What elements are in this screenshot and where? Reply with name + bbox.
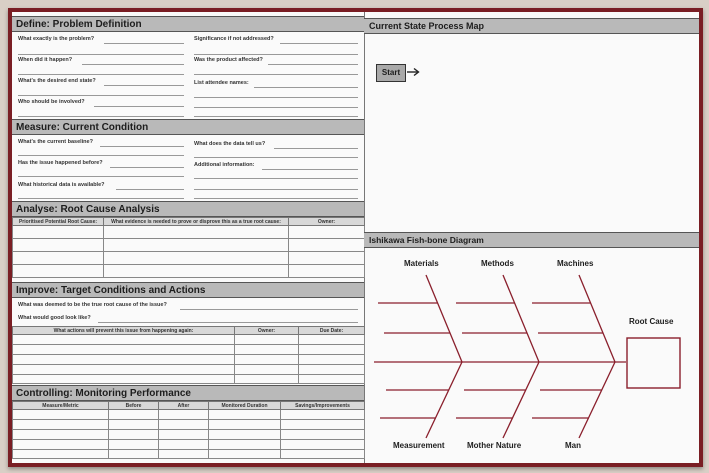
define-line[interactable] xyxy=(194,97,358,98)
control-cell[interactable] xyxy=(209,450,281,459)
define-line[interactable] xyxy=(280,43,358,44)
control-cell[interactable] xyxy=(13,420,109,430)
fishbone-label-mother-nature: Mother Nature xyxy=(467,441,522,450)
improve-cell[interactable] xyxy=(13,345,235,355)
measure-line[interactable] xyxy=(100,146,184,147)
measure-line[interactable] xyxy=(116,189,184,190)
fishbone-label-measurement: Measurement xyxy=(393,441,445,450)
control-cell[interactable] xyxy=(109,440,159,450)
define-q-significance: Significance if not addressed? xyxy=(194,36,274,42)
control-col-after: After xyxy=(159,402,209,410)
improve-cell[interactable] xyxy=(235,335,299,345)
analyse-cell[interactable] xyxy=(104,226,289,239)
define-line[interactable] xyxy=(104,43,184,44)
process-map-area[interactable] xyxy=(364,34,699,232)
control-table xyxy=(12,401,365,459)
improve-q-root-cause: What was deemed to be the true root cause of the issue? xyxy=(18,302,167,308)
improve-table xyxy=(12,326,365,384)
fishbone-label-methods: Methods xyxy=(481,259,514,268)
improve-col-due-date: Due Date: xyxy=(299,327,365,335)
right-column xyxy=(364,12,699,463)
improve-cell[interactable] xyxy=(235,375,299,384)
measure-q-historical: What historical data is available? xyxy=(18,182,105,188)
measure-line[interactable] xyxy=(194,189,358,190)
control-col-metric: Measure/Metric xyxy=(13,402,109,410)
improve-cell[interactable] xyxy=(13,375,235,384)
improve-cell[interactable] xyxy=(299,375,365,384)
analyse-cell[interactable] xyxy=(104,239,289,252)
improve-cell[interactable] xyxy=(299,365,365,375)
control-cell[interactable] xyxy=(209,430,281,440)
control-col-savings: Savings/Improvements xyxy=(281,402,365,410)
define-line[interactable] xyxy=(18,116,184,117)
define-q-attendees: List attendee names: xyxy=(194,80,249,86)
improve-cell[interactable] xyxy=(235,355,299,365)
analyse-col-root-cause: Prioritised Potential Root Cause: xyxy=(13,218,104,226)
improve-cell[interactable] xyxy=(235,345,299,355)
improve-cell[interactable] xyxy=(299,335,365,345)
measure-header: Measure: Current Condition xyxy=(12,119,364,135)
analyse-cell[interactable] xyxy=(13,226,104,239)
measure-line[interactable] xyxy=(194,157,358,158)
analyse-cell[interactable] xyxy=(13,265,104,278)
fishbone-label-root-cause: Root Cause xyxy=(629,317,674,326)
control-cell[interactable] xyxy=(13,410,109,420)
fishbone-label-man: Man xyxy=(565,441,581,450)
analyse-cell[interactable] xyxy=(289,226,365,239)
control-col-duration: Monitored Duration xyxy=(209,402,281,410)
improve-line[interactable] xyxy=(180,309,358,310)
control-cell[interactable] xyxy=(281,450,365,459)
measure-line[interactable] xyxy=(18,176,184,177)
define-line[interactable] xyxy=(254,87,358,88)
define-q-product: Was the product affected? xyxy=(194,57,263,63)
define-line[interactable] xyxy=(268,64,358,65)
analyse-cell[interactable] xyxy=(289,252,365,265)
control-cell[interactable] xyxy=(281,420,365,430)
define-line[interactable] xyxy=(104,85,184,86)
control-cell[interactable] xyxy=(13,440,109,450)
define-line[interactable] xyxy=(94,106,184,107)
analyse-table xyxy=(12,217,365,278)
improve-col-owner: Owner: xyxy=(235,327,299,335)
whiteboard-surface xyxy=(12,12,699,463)
left-column xyxy=(12,12,365,463)
control-cell[interactable] xyxy=(281,440,365,450)
improve-cell[interactable] xyxy=(299,355,365,365)
control-cell[interactable] xyxy=(281,430,365,440)
analyse-cell[interactable] xyxy=(289,265,365,278)
define-line[interactable] xyxy=(194,74,358,75)
measure-line[interactable] xyxy=(194,198,358,199)
analyse-cell[interactable] xyxy=(104,252,289,265)
improve-cell[interactable] xyxy=(13,365,235,375)
define-line[interactable] xyxy=(18,54,184,55)
improve-cell[interactable] xyxy=(235,365,299,375)
analyse-cell[interactable] xyxy=(13,252,104,265)
control-cell[interactable] xyxy=(159,410,209,420)
measure-q-additional: Additional information: xyxy=(194,162,255,168)
control-cell[interactable] xyxy=(109,450,159,459)
control-cell[interactable] xyxy=(109,410,159,420)
measure-line[interactable] xyxy=(274,148,358,149)
control-cell[interactable] xyxy=(209,440,281,450)
define-line[interactable] xyxy=(82,64,184,65)
measure-q-baseline: What's the current baseline? xyxy=(18,139,93,145)
analyse-header: Analyse: Root Cause Analysis xyxy=(12,201,364,217)
control-cell[interactable] xyxy=(159,430,209,440)
define-q-involved: Who should be involved? xyxy=(18,99,85,105)
fishbone-label-machines: Machines xyxy=(557,259,594,268)
analyse-cell[interactable] xyxy=(104,265,289,278)
control-cell[interactable] xyxy=(13,450,109,459)
define-line[interactable] xyxy=(18,95,184,96)
process-map-header: Current State Process Map xyxy=(364,18,699,34)
fishbone-area[interactable] xyxy=(364,248,699,463)
control-cell[interactable] xyxy=(159,450,209,459)
measure-q-before: Has the issue happened before? xyxy=(18,160,103,166)
improve-q-good: What would good look like? xyxy=(18,315,91,321)
define-q-problem: What exactly is the problem? xyxy=(18,36,95,42)
whiteboard-frame xyxy=(8,8,703,467)
control-cell[interactable] xyxy=(13,430,109,440)
control-header: Controlling: Monitoring Performance xyxy=(12,385,364,401)
analyse-cell[interactable] xyxy=(13,239,104,252)
fishbone-header: Ishikawa Fish-bone Diagram xyxy=(364,232,699,248)
control-cell[interactable] xyxy=(281,410,365,420)
improve-col-actions: What actions will prevent this issue from happening again: xyxy=(13,327,235,335)
define-line[interactable] xyxy=(18,74,184,75)
analyse-col-owner: Owner: xyxy=(289,218,365,226)
control-col-before: Before xyxy=(109,402,159,410)
define-q-when: When did it happen? xyxy=(18,57,73,63)
fishbone-diagram xyxy=(364,248,699,463)
improve-line[interactable] xyxy=(98,322,358,323)
define-q-end-state: What's the desired end state? xyxy=(18,78,96,84)
measure-q-data: What does the data tell us? xyxy=(194,141,266,147)
measure-line[interactable] xyxy=(194,178,358,179)
control-cell[interactable] xyxy=(209,420,281,430)
measure-line[interactable] xyxy=(18,198,184,199)
start-arrow-icon xyxy=(407,67,421,77)
control-cell[interactable] xyxy=(109,420,159,430)
fishbone-label-materials: Materials xyxy=(404,259,439,268)
analyse-col-evidence: What evidence is needed to prove or disprove this as a true root cause: xyxy=(104,218,289,226)
improve-cell[interactable] xyxy=(13,335,235,345)
define-line[interactable] xyxy=(194,116,358,117)
control-cell[interactable] xyxy=(109,430,159,440)
control-cell[interactable] xyxy=(209,410,281,420)
analyse-cell[interactable] xyxy=(289,239,365,252)
measure-line[interactable] xyxy=(18,155,184,156)
improve-cell[interactable] xyxy=(299,345,365,355)
define-line[interactable] xyxy=(194,107,358,108)
improve-header: Improve: Target Conditions and Actions xyxy=(12,282,364,298)
improve-cell[interactable] xyxy=(13,355,235,365)
define-line[interactable] xyxy=(194,54,358,55)
start-box[interactable]: Start xyxy=(376,64,406,82)
measure-line[interactable] xyxy=(262,169,358,170)
define-header: Define: Problem Definition xyxy=(12,16,364,32)
control-cell[interactable] xyxy=(159,440,209,450)
measure-line[interactable] xyxy=(110,167,184,168)
control-cell[interactable] xyxy=(159,420,209,430)
